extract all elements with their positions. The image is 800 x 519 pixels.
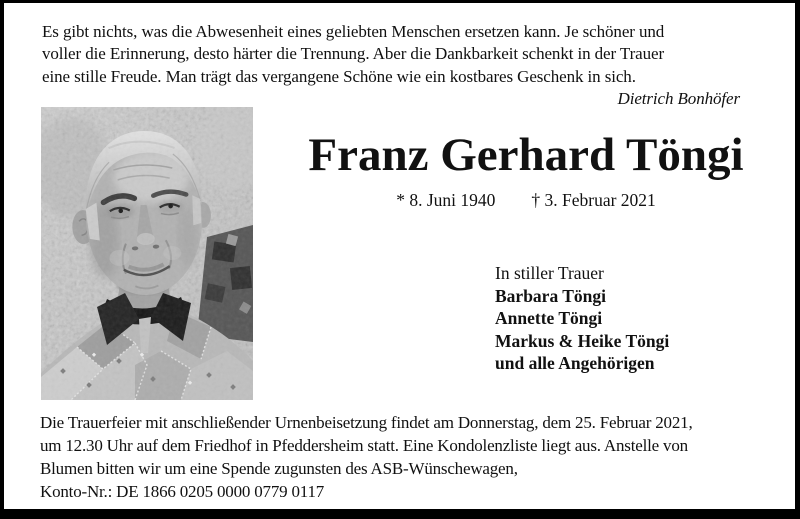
life-dates — [290, 189, 762, 211]
mourner-name-4: und alle Angehörigen — [495, 353, 655, 374]
funeral-line-2: um 12.30 Uhr auf dem Friedhof in Pfeddersheim statt. Eine Kondolenzliste liegt aus. Anstelle von — [40, 436, 688, 455]
quote-line-3: eine stille Freude. Man trägt das vergangene Schöne wie ein kostbares Geschenk in sich. — [42, 66, 636, 86]
deceased-photo — [41, 107, 253, 400]
funeral-details — [40, 411, 770, 503]
mourner-name-3: Markus & Heike Töngi — [495, 330, 670, 351]
birth-date: * 8. Juni 1940 — [396, 190, 496, 210]
funeral-line-3: Blumen bitten wir um eine Spende zugunsten des ASB-Wünschewagen, — [40, 459, 518, 478]
funeral-line-1: Die Trauerfeier mit anschließender Urnenbeisetzung findet am Donnerstag, dem 25. Februar 2021, — [40, 413, 693, 432]
funeral-line-4: Konto-Nr.: DE 1866 0205 0000 0779 0117 — [40, 482, 325, 501]
mourners-intro: In stiller Trauer — [495, 263, 604, 283]
memorial-quote — [42, 21, 742, 111]
deceased-name: Franz Gerhard Töngi — [308, 129, 744, 181]
mourners-list — [495, 262, 755, 375]
quote-line-1: Es gibt nichts, was die Abwesenheit eines geliebten Menschen ersetzen kann. Je schöner und — [42, 22, 665, 41]
quote-line-2: voller die Erinnerung, desto härter die Trennung. Aber die Dankbarkeit schenkt in der Trauer — [42, 44, 665, 64]
photo-grain — [41, 107, 253, 400]
mourner-name-1: Barbara Töngi — [495, 285, 607, 306]
death-date: † 3. Februar 2021 — [531, 190, 656, 210]
portrait-illustration — [41, 107, 253, 400]
mourner-name-2: Annette Töngi — [495, 308, 603, 329]
quote-attribution: Dietrich Bonhöfer — [617, 89, 740, 109]
